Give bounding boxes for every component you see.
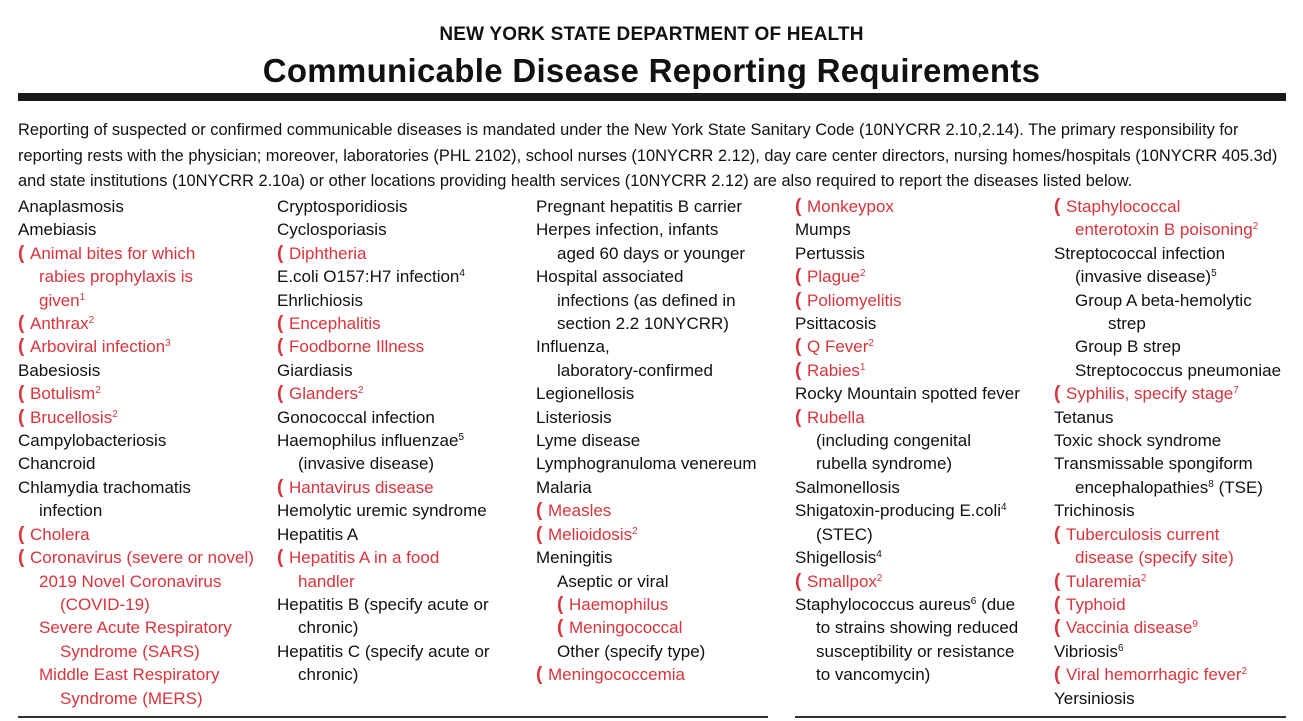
disease-entry: [277, 382, 490, 405]
phone-handset-icon: (: [536, 523, 543, 545]
disease-name: Syndrome (MERS): [60, 688, 203, 708]
disease-entry: [795, 335, 1020, 358]
disease-name: Transmissable spongiform: [1054, 454, 1253, 474]
disease-name: Haemophilus: [569, 594, 669, 614]
footnote-ref: 2: [868, 338, 874, 350]
disease-entry: [18, 476, 254, 499]
disease-name: Poliomyelitis: [807, 290, 902, 310]
disease-name: Hepatitis A: [277, 524, 359, 544]
disease-entry: [795, 429, 1020, 452]
disease-name: Shigellosis: [795, 548, 877, 568]
disease-entry: [795, 499, 1020, 522]
disease-entry: [277, 593, 490, 616]
disease-entry: [795, 523, 1020, 546]
footnote-ref: 5: [1211, 268, 1217, 280]
disease-name: chronic): [298, 618, 359, 638]
phone-handset-icon: (: [795, 336, 802, 358]
phone-handset-icon: (: [1054, 593, 1061, 615]
disease-name: Severe Acute Respiratory: [39, 618, 232, 638]
phone-handset-icon: (: [277, 313, 284, 335]
phone-handset-icon: (: [277, 242, 284, 264]
disease-name: Herpes infection, infants: [536, 220, 719, 240]
footnote-ref: 2: [876, 572, 883, 584]
disease-entry: [1054, 523, 1281, 546]
footnote-ref: 4: [459, 268, 465, 280]
disease-entry: [1054, 289, 1281, 312]
agency-name: NEW YORK STATE DEPARTMENT OF HEALTH: [439, 24, 864, 45]
disease-entry: [277, 218, 490, 241]
footnote-ref: 2: [859, 268, 866, 280]
phone-handset-icon: (: [795, 266, 802, 288]
disease-name: Cryptosporidiosis: [277, 197, 408, 216]
disease-entry: [1054, 593, 1281, 616]
disease-entry: [795, 242, 1020, 265]
phone-handset-icon: (: [18, 313, 25, 335]
footnote-ref: 2: [1241, 666, 1247, 678]
disease-name: (COVID-19): [60, 594, 150, 614]
disease-entry: [277, 429, 490, 452]
disease-name: Botulism: [30, 384, 96, 404]
disease-entry: [277, 546, 490, 569]
footnote-ref: 3: [165, 338, 171, 350]
disease-column-4: [795, 195, 1020, 687]
footnote-ref: 6: [1117, 642, 1124, 654]
disease-entry: [536, 289, 757, 312]
disease-name: Diphtheria: [289, 243, 367, 263]
disease-entry: [277, 359, 490, 382]
disease-name: Rabies: [807, 360, 860, 380]
disease-entry: [18, 640, 254, 663]
disease-name: Encephalitis: [289, 314, 381, 334]
disease-name: Animal bites for which: [30, 243, 196, 263]
disease-name: to vancomycin): [816, 665, 931, 685]
phone-handset-icon: (: [536, 500, 543, 522]
phone-handset-icon: (: [795, 359, 802, 381]
disease-entry: [795, 616, 1020, 639]
phone-handset-icon: (: [18, 383, 25, 405]
disease-name: Gonococcal infection: [277, 407, 435, 427]
disease-name: rubella syndrome): [816, 454, 953, 474]
disease-name: Chlamydia trachomatis: [18, 477, 191, 497]
disease-entry: [18, 687, 254, 710]
disease-entry: [18, 195, 254, 218]
disease-entry: [536, 663, 757, 686]
disease-entry: [1054, 452, 1281, 475]
disease-name: Meningitis: [536, 548, 613, 568]
disease-name: Legionellosis: [536, 384, 635, 404]
phone-handset-icon: (: [1054, 523, 1061, 545]
disease-name-tail: (TSE): [1213, 477, 1263, 497]
disease-name: Aseptic or viral: [557, 571, 669, 591]
disease-entry: [1054, 406, 1281, 429]
disease-entry: [536, 499, 757, 522]
disease-entry: [536, 195, 757, 218]
disease-name: Cholera: [30, 524, 90, 544]
disease-entry: [18, 289, 254, 312]
phone-handset-icon: (: [277, 476, 284, 498]
disease-name-tail: (due: [976, 594, 1016, 614]
disease-name: Middle East Respiratory: [39, 665, 220, 685]
disease-name: Hospital associated: [536, 267, 684, 287]
disease-entry: [277, 476, 490, 499]
disease-column-2: [277, 195, 490, 687]
disease-name: Yersiniosis: [1054, 688, 1135, 708]
disease-name: Glanders: [289, 384, 358, 404]
disease-name: aged 60 days or younger: [557, 243, 746, 263]
disease-name: Plague: [807, 267, 860, 287]
disease-name: Listeriosis: [536, 407, 612, 427]
disease-entry: [18, 335, 254, 358]
disease-name: Staphylococcal: [1066, 197, 1181, 216]
disease-name: Lyme disease: [536, 431, 641, 451]
disease-name: (STEC): [816, 524, 873, 544]
disease-entry: [536, 429, 757, 452]
disease-entry: [1054, 265, 1281, 288]
disease-entry: [536, 335, 757, 358]
disease-name: Vibriosis: [1054, 641, 1118, 661]
disease-entry: [277, 406, 490, 429]
disease-entry: [18, 406, 254, 429]
disease-name: rabies prophylaxis is: [39, 267, 194, 287]
disease-column-3: [536, 195, 757, 687]
disease-entry: [795, 359, 1020, 382]
disease-entry: [536, 218, 757, 241]
disease-entry: [18, 570, 254, 593]
disease-name: (including congenital: [816, 431, 971, 451]
disease-name: Brucellosis: [30, 407, 113, 427]
disease-entry: [277, 452, 490, 475]
disease-entry: [795, 289, 1020, 312]
phone-handset-icon: (: [795, 406, 802, 428]
footnote-ref: 2: [357, 385, 364, 397]
phone-handset-icon: (: [557, 617, 564, 639]
disease-entry: [18, 242, 254, 265]
disease-name: Toxic shock syndrome: [1054, 431, 1222, 451]
disease-entry: [536, 640, 757, 663]
disease-entry: [277, 242, 490, 265]
phone-handset-icon: (: [18, 406, 25, 428]
disease-name: Viral hemorrhagic fever: [1066, 665, 1242, 685]
phone-handset-icon: (: [536, 664, 543, 686]
disease-name: Babesiosis: [18, 360, 101, 380]
disease-name: Trichinosis: [1054, 501, 1135, 521]
disease-name: Shigatoxin-producing E.coli: [795, 501, 1002, 521]
disease-name: to strains showing reduced: [816, 618, 1019, 638]
footnote-ref: 2: [88, 315, 95, 327]
disease-entry: [277, 663, 490, 686]
disease-name: Rubella: [807, 407, 865, 427]
disease-entry: [536, 406, 757, 429]
footnote-ref: 9: [1192, 619, 1198, 631]
footnote-ref: 2: [1252, 221, 1259, 233]
disease-name: Melioidosis: [548, 524, 633, 544]
disease-entry: [18, 218, 254, 241]
footnote-ref: 1: [79, 291, 86, 303]
phone-handset-icon: (: [557, 593, 564, 615]
disease-entry: [536, 523, 757, 546]
disease-entry: [277, 312, 490, 335]
disease-name: Other (specify type): [557, 641, 706, 661]
phone-handset-icon: (: [1054, 570, 1061, 592]
disease-entry: [1054, 382, 1281, 405]
disease-name: (invasive disease): [1075, 267, 1212, 287]
disease-name: Ehrlichiosis: [277, 290, 363, 310]
phone-handset-icon: (: [277, 336, 284, 358]
disease-entry: [536, 546, 757, 569]
disease-name: Influenza,: [536, 337, 610, 357]
phone-handset-icon: (: [1054, 617, 1061, 639]
phone-handset-icon: (: [18, 547, 25, 569]
disease-entry: [18, 593, 254, 616]
disease-name: Salmonellosis: [795, 477, 900, 497]
disease-name: Hepatitis A in a food: [289, 548, 440, 568]
disease-entry: [536, 570, 757, 593]
disease-name: Vaccinia disease: [1066, 618, 1193, 638]
disease-entry: [795, 640, 1020, 663]
disease-name: Giardiasis: [277, 360, 353, 380]
disease-name: enterotoxin B poisoning: [1075, 220, 1253, 240]
disease-entry: [277, 335, 490, 358]
page-title: Communicable Disease Reporting Requirements: [262, 52, 1041, 89]
disease-entry: [1054, 663, 1281, 686]
disease-name: Streptococcal infection: [1054, 243, 1226, 263]
phone-handset-icon: (: [18, 523, 25, 545]
phone-handset-icon: (: [18, 242, 25, 264]
footnote-ref: 2: [1140, 572, 1147, 584]
disease-column-5: [1054, 195, 1281, 710]
disease-name: Syndrome (SARS): [60, 641, 200, 661]
disease-entry: [277, 195, 490, 218]
disease-entry: [277, 289, 490, 312]
disease-name: handler: [298, 571, 355, 591]
disease-name: Chancroid: [18, 454, 96, 474]
phone-handset-icon: (: [1054, 196, 1061, 217]
disease-name: Smallpox: [807, 571, 877, 591]
disease-entry: [1054, 499, 1281, 522]
disease-name: Syphilis, specify stage: [1066, 384, 1234, 404]
disease-entry: [795, 406, 1020, 429]
disease-entry: [795, 546, 1020, 569]
disease-name: Anaplasmosis: [18, 197, 124, 216]
disease-entry: [1054, 616, 1281, 639]
disease-entry: [18, 265, 254, 288]
disease-name: Streptococcus pneumoniae: [1075, 360, 1282, 380]
disease-name: Monkeypox: [807, 197, 894, 216]
disease-entry: [18, 663, 254, 686]
disease-name: Malaria: [536, 477, 592, 497]
disease-name: E.coli O157:H7 infection: [277, 267, 460, 287]
phone-handset-icon: (: [277, 383, 284, 405]
disease-entry: [18, 382, 254, 405]
disease-entry: [1054, 335, 1281, 358]
disease-entry: [18, 312, 254, 335]
disease-name: Mumps: [795, 220, 851, 240]
disease-entry: [1054, 242, 1281, 265]
disease-entry: [277, 570, 490, 593]
bottom-divider-right: [795, 716, 1286, 718]
disease-entry: [536, 265, 757, 288]
footnote-ref: 4: [876, 549, 882, 561]
disease-entry: [795, 452, 1020, 475]
disease-name: susceptibility or resistance: [816, 641, 1015, 661]
disease-name: Hepatitis C (specify acute or: [277, 641, 490, 661]
disease-name: Tetanus: [1054, 407, 1114, 427]
disease-name: Measles: [548, 501, 612, 521]
disease-name: Hemolytic uremic syndrome: [277, 501, 487, 521]
footnote-ref: 8: [1208, 478, 1214, 490]
disease-entry: [1054, 312, 1281, 335]
disease-name: Lymphogranuloma venereum: [536, 454, 757, 474]
disease-entry: [795, 265, 1020, 288]
disease-entry: [277, 265, 490, 288]
disease-entry: [536, 616, 757, 639]
disease-name: (invasive disease): [298, 454, 435, 474]
disease-name: Coronavirus (severe or novel): [30, 548, 254, 568]
disease-entry: [536, 476, 757, 499]
disease-name: Group A beta-hemolytic: [1075, 290, 1252, 310]
disease-name: disease (specify site): [1075, 548, 1234, 568]
phone-handset-icon: (: [795, 570, 802, 592]
disease-entry: [795, 476, 1020, 499]
disease-entry: [18, 452, 254, 475]
footnote-ref: 2: [632, 525, 638, 537]
disease-entry: [1054, 687, 1281, 710]
disease-entry: [18, 546, 254, 569]
disease-name: Campylobacteriosis: [18, 431, 167, 451]
disease-entry: [1054, 429, 1281, 452]
disease-entry: [277, 640, 490, 663]
disease-name: Amebiasis: [18, 220, 97, 240]
disease-column-1: [18, 195, 254, 710]
disease-entry: [795, 382, 1020, 405]
disease-entry: [1054, 359, 1281, 382]
footnote-ref: 7: [1233, 385, 1239, 397]
disease-entry: [18, 499, 254, 522]
disease-entry: [536, 359, 757, 382]
disease-entry: [277, 523, 490, 546]
disease-entry: [18, 616, 254, 639]
disease-entry: [277, 499, 490, 522]
disease-name: Anthrax: [30, 314, 89, 334]
disease-entry: [795, 195, 1020, 218]
disease-entry: [1054, 195, 1281, 218]
disease-name: Group B strep: [1075, 337, 1181, 357]
disease-name: Tularemia: [1066, 571, 1141, 591]
disease-entry: [18, 523, 254, 546]
disease-entry: [536, 382, 757, 405]
disease-entry: [1054, 218, 1281, 241]
disease-name: Pregnant hepatitis B carrier: [536, 197, 742, 216]
phone-handset-icon: (: [1054, 383, 1061, 405]
disease-entry: [1054, 546, 1281, 569]
phone-handset-icon: (: [795, 289, 802, 311]
footnote-ref: 1: [859, 361, 866, 373]
disease-name: strep: [1108, 314, 1146, 334]
footnote-ref: 6: [970, 595, 977, 607]
disease-name: Rocky Mountain spotted fever: [795, 384, 1020, 404]
disease-name: Hantavirus disease: [289, 477, 434, 497]
disease-name: Haemophilus influenzae: [277, 431, 459, 451]
disease-entry: [536, 312, 757, 335]
disease-name: Psittacosis: [795, 314, 877, 334]
disease-entry: [795, 593, 1020, 616]
disease-entry: [18, 429, 254, 452]
disease-name: chronic): [298, 665, 359, 685]
phone-handset-icon: (: [277, 547, 284, 569]
disease-name: Arboviral infection: [30, 337, 166, 357]
disease-entry: [536, 593, 757, 616]
disease-name: Q Fever: [807, 337, 869, 357]
disease-name: Cyclosporiasis: [277, 220, 387, 240]
disease-name: infections (as defined in: [557, 290, 736, 310]
phone-handset-icon: (: [795, 196, 802, 217]
disease-entry: [795, 312, 1020, 335]
disease-entry: [18, 359, 254, 382]
disease-name: Tuberculosis current: [1066, 524, 1220, 544]
intro-paragraph: Reporting of suspected or confirmed communicable diseases is mandated under the New York State Sanitary Code (10NYCRR 2.10,2.14). The primary responsibility for reporting rests with the physician; moreover, laboratories (PHL 2102), school nurses (10NYCRR 2.12), day care center directors, nursing homes/hospitals (10NYCRR 405.3d) and state institutions (10NYCRR 2.10a) or other locations providing health services (10NYCRR 2.12) are also required to report the diseases listed below.: [18, 121, 1278, 190]
footnote-ref: 4: [1001, 502, 1007, 514]
disease-name: laboratory-confirmed: [557, 360, 713, 380]
disease-entry: [1054, 570, 1281, 593]
disease-entry: [795, 570, 1020, 593]
disease-entry: [277, 616, 490, 639]
disease-entry: [1054, 476, 1281, 499]
disease-name: Staphylococcus aureus: [795, 594, 971, 614]
disease-name: section 2.2 10NYCRR): [557, 314, 729, 334]
disease-entry: [536, 452, 757, 475]
disease-entry: [795, 218, 1020, 241]
disease-entry: [1054, 640, 1281, 663]
disease-name: Foodborne Illness: [289, 337, 425, 357]
footnote-ref: 2: [112, 408, 118, 420]
disease-name: Typhoid: [1066, 594, 1126, 614]
disease-name: Meningococcemia: [548, 665, 686, 685]
disease-entry: [536, 242, 757, 265]
disease-name: given: [39, 290, 80, 310]
footnote-ref: 2: [95, 385, 101, 397]
disease-name: Meningococcal: [569, 618, 683, 638]
disease-name: Pertussis: [795, 243, 865, 263]
footnote-ref: 5: [458, 432, 465, 444]
disease-name: encephalopathies: [1075, 477, 1209, 497]
disease-name: infection: [39, 501, 103, 521]
phone-handset-icon: (: [18, 336, 25, 358]
phone-handset-icon: (: [1054, 664, 1061, 686]
disease-name: 2019 Novel Coronavirus: [39, 571, 222, 591]
title-divider: [18, 93, 1286, 101]
disease-name: Hepatitis B (specify acute or: [277, 594, 489, 614]
disease-entry: [795, 663, 1020, 686]
bottom-divider-left: [18, 716, 768, 718]
